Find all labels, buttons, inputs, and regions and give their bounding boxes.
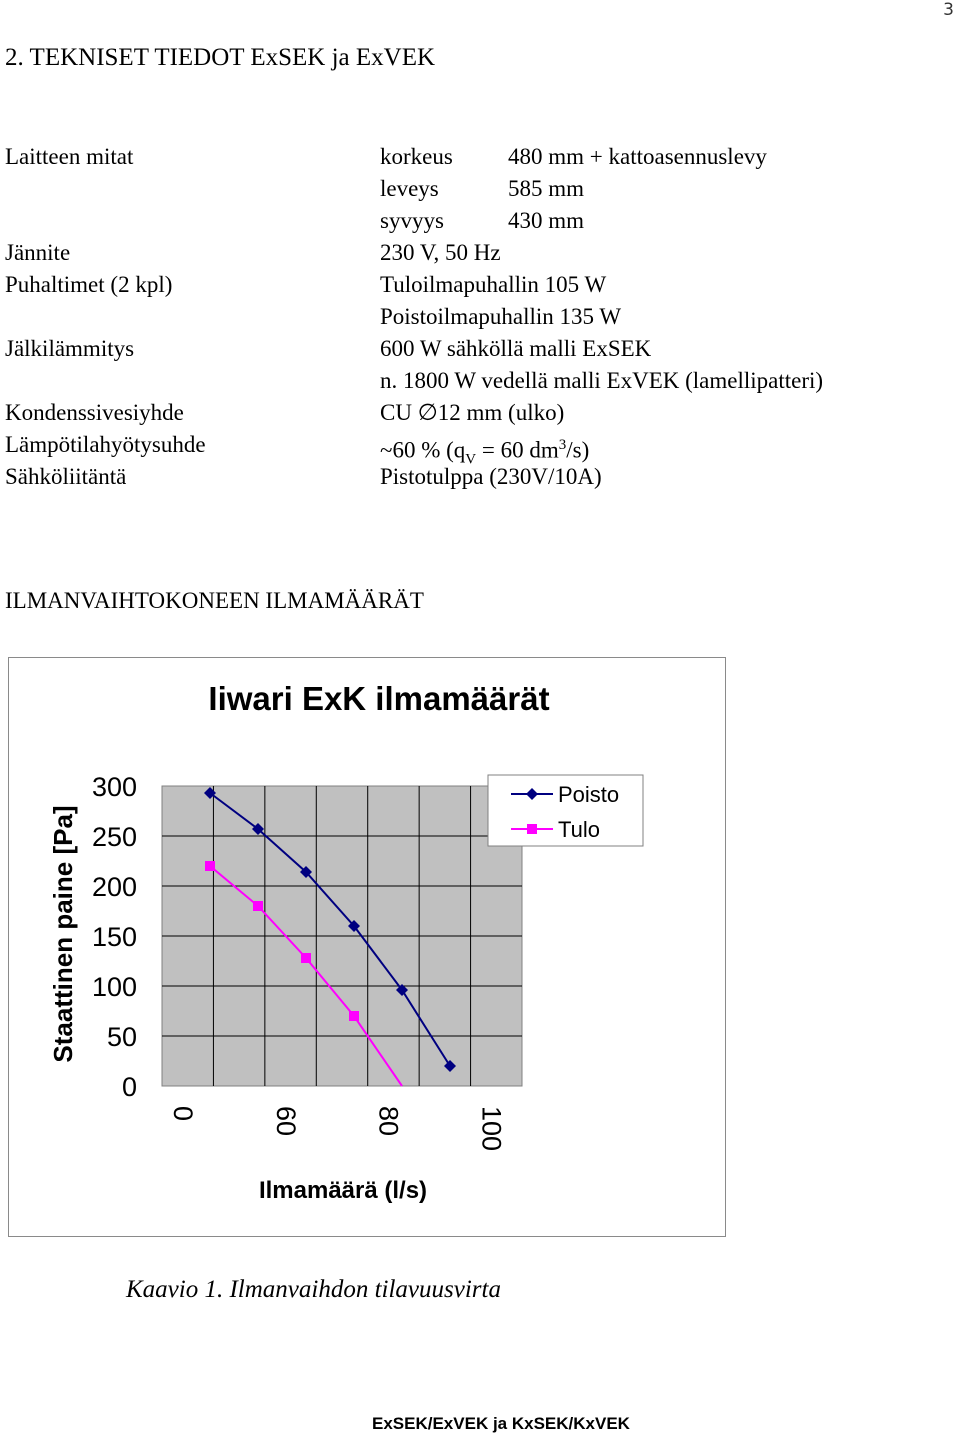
lampo-suffix: /s) [566, 437, 590, 463]
legend-label-tulo: Tulo [558, 817, 600, 842]
diameter-symbol: ∅ [417, 400, 438, 426]
data-point-tulo [253, 901, 263, 911]
legend-label-poisto: Poisto [558, 782, 620, 807]
spec-value-puhallin-poisto: Poistoilmapuhallin 135 W [380, 304, 622, 329]
x-tick-label: 60 [270, 1106, 301, 1137]
spec-key-syvyys: syvyys [380, 208, 444, 233]
spec-label-lampotilahyotysuhde: Lämpötilahyötysuhde [5, 432, 206, 457]
chart-heading: ILMANVAIHTOKONEEN ILMAMÄÄRÄT [5, 588, 424, 613]
figure-caption: Kaavio 1. Ilmanvaihdon tilavuusvirta [126, 1276, 501, 1303]
legend-marker-tulo [527, 824, 537, 834]
lampo-middle: = 60 dm [476, 437, 559, 463]
y-tick-label: 150 [91, 922, 137, 952]
y-tick-label: 300 [91, 772, 137, 802]
kondens-prefix: CU [380, 400, 412, 425]
spec-value-sahkoliitanta: Pistotulppa (230V/10A) [380, 464, 602, 489]
chart-svg [9, 658, 725, 1236]
plot-area [92, 772, 522, 1151]
chart-frame [8, 657, 726, 1237]
spec-value-syvyys: 430 mm [508, 208, 585, 233]
spec-value-kondenssivesiyhde [380, 397, 564, 429]
spec-label-sahkoliitanta: Sähköliitäntä [5, 464, 127, 489]
spec-value-jalkilammitys-exvek: n. 1800 W vedellä malli ExVEK (lamellipatteri) [380, 368, 824, 393]
spec-value-leveys: 585 mm [508, 176, 585, 201]
y-tick-label: 0 [121, 1072, 137, 1102]
y-tick-label: 200 [91, 872, 137, 902]
data-point-tulo [301, 953, 311, 963]
data-point-tulo [205, 861, 215, 871]
chart-title: Iiwari ExK ilmamäärät [208, 680, 550, 717]
spec-key-leveys: leveys [380, 176, 439, 201]
lampo-superscript: 3 [558, 437, 567, 453]
legend [488, 775, 643, 846]
x-axis-label: Ilmamäärä (l/s) [258, 1177, 428, 1204]
spec-label-jalkilammitys: Jälkilämmitys [5, 336, 135, 361]
y-tick-label: 250 [91, 822, 137, 852]
x-tick-label: 80 [373, 1106, 404, 1137]
section-title: 2. TEKNISET TIEDOT ExSEK ja ExVEK [5, 44, 436, 71]
spec-value-jannite: 230 V, 50 Hz [380, 240, 501, 265]
y-tick-label: 100 [91, 972, 137, 1002]
y-tick-label: 50 [106, 1022, 137, 1052]
page-footer: ExSEK/ExVEK ja KxSEK/KxVEK [372, 1414, 630, 1433]
y-axis-label: Staattinen paine [Pa] [48, 805, 78, 1063]
x-tick-label: 100 [476, 1106, 507, 1152]
page-number: 3 [943, 0, 954, 20]
spec-label-kondenssivesiyhde: Kondenssivesiyhde [5, 400, 184, 425]
spec-key-korkeus: korkeus [380, 144, 453, 169]
spec-value-puhallin-tulo: Tuloilmapuhallin 105 W [380, 272, 607, 297]
spec-value-jalkilammitys-exsek: 600 W sähköllä malli ExSEK [380, 336, 652, 361]
spec-label-mitat: Laitteen mitat [5, 144, 134, 169]
spec-value-korkeus: 480 mm + kattoasennuslevy [508, 144, 767, 169]
spec-label-jannite: Jännite [5, 240, 71, 265]
data-point-tulo [349, 1011, 359, 1021]
lampo-subscript: V [465, 451, 477, 468]
lampo-prefix: ~60 % (q [380, 437, 466, 463]
spec-label-puhaltimet: Puhaltimet (2 kpl) [5, 272, 173, 297]
kondens-suffix: 12 mm (ulko) [437, 400, 565, 425]
x-tick-label: 0 [168, 1106, 198, 1122]
